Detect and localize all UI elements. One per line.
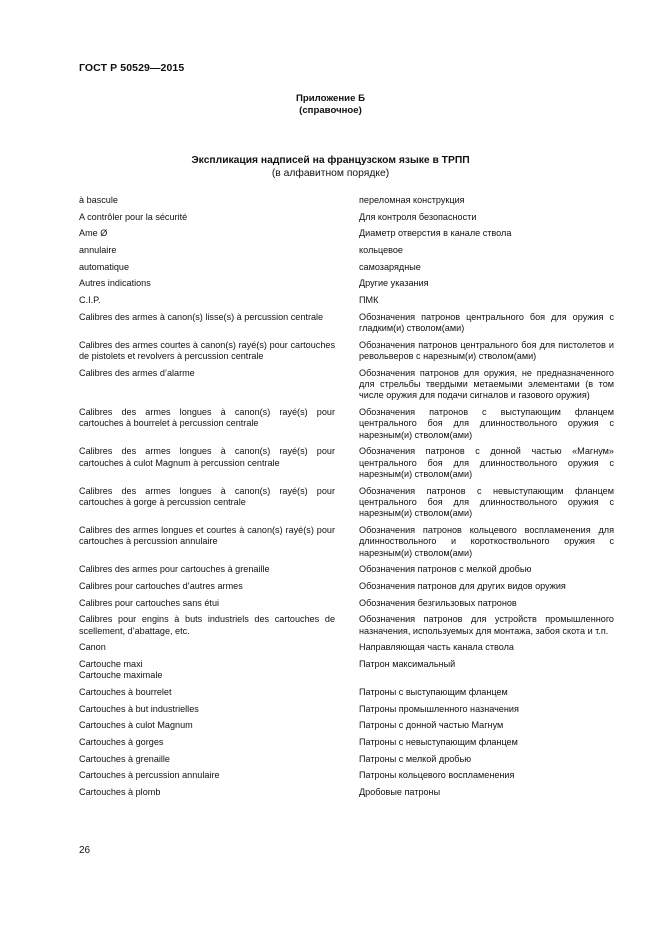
russian-translation — [359, 564, 614, 575]
russian-translation — [359, 614, 614, 637]
russian-translation — [359, 407, 614, 441]
glossary-row — [79, 659, 614, 682]
french-term — [79, 212, 335, 223]
french-term-text: Canon — [79, 642, 106, 653]
french-term-text: Cartouche maximale — [79, 670, 163, 681]
russian-translation-text: Для контроля безопасности — [359, 211, 477, 222]
french-term-text: automatique — [79, 261, 130, 272]
glossary-table — [79, 195, 614, 804]
russian-translation — [359, 228, 614, 239]
glossary-row — [79, 407, 614, 441]
glossary-row — [79, 295, 614, 306]
russian-translation-text: Направляющая часть канала ствола — [359, 642, 514, 653]
russian-translation-text: Обозначения патронов с донной частью «Магнум» центрального боя для длинноствольного оружия с нарезным(и) стволом(ами) — [359, 446, 614, 479]
russian-translation-text: Обозначения патронов для устройств промышленного назначения, используемых для монтажа, забоя скота и т.п. — [359, 614, 614, 636]
glossary-row — [79, 614, 614, 637]
french-term-text: à bascule — [79, 195, 118, 205]
french-term — [79, 687, 335, 698]
french-term — [79, 446, 335, 480]
russian-translation-text: кольцевое — [359, 245, 403, 256]
glossary-row — [79, 228, 614, 239]
russian-translation — [359, 704, 614, 715]
russian-translation — [359, 245, 614, 256]
french-term — [79, 262, 335, 273]
glossary-row — [79, 245, 614, 256]
french-term-text: annulaire — [79, 245, 117, 256]
french-term — [79, 659, 335, 682]
french-term — [79, 312, 335, 335]
glossary-row — [79, 212, 614, 223]
french-term — [79, 564, 335, 575]
french-term-text: Calibres des armes longues à canon(s) rayé(s) pour cartouches à bourrelet à percussion centrale — [79, 407, 335, 429]
glossary-row — [79, 262, 614, 273]
russian-translation-text: Обозначения патронов с мелкой дробью — [359, 564, 532, 575]
russian-translation-text: самозарядные — [359, 261, 421, 272]
french-term — [79, 704, 335, 715]
french-term — [79, 642, 335, 653]
glossary-row — [79, 737, 614, 748]
russian-translation — [359, 642, 614, 653]
russian-translation — [359, 770, 614, 781]
glossary-row — [79, 720, 614, 731]
french-term-text: Autres indications — [79, 278, 151, 289]
russian-translation — [359, 340, 614, 363]
glossary-row — [79, 704, 614, 715]
french-term-text: Calibres des armes à canon(s) lisse(s) à percussion centrale — [79, 311, 324, 322]
russian-translation — [359, 687, 614, 698]
french-term — [79, 340, 335, 363]
french-term — [79, 770, 335, 781]
russian-translation — [359, 737, 614, 748]
russian-translation — [359, 312, 614, 335]
russian-translation-text: переломная конструкция — [359, 195, 465, 205]
russian-translation — [359, 295, 614, 306]
glossary-row — [79, 278, 614, 289]
russian-translation — [359, 368, 614, 402]
appendix-type: (справочное) — [299, 105, 362, 116]
russian-translation — [359, 581, 614, 592]
french-term-text: Cartouches à plomb — [79, 787, 161, 798]
page-number: 26 — [79, 845, 91, 856]
russian-translation — [359, 754, 614, 765]
glossary-row — [79, 368, 614, 402]
russian-translation-text: Диаметр отверстия в канале ствола — [359, 228, 512, 239]
russian-translation — [359, 195, 614, 206]
french-term — [79, 720, 335, 731]
russian-translation-text: Другие указания — [359, 278, 429, 289]
french-term-text: Calibres des armes longues à canon(s) rayé(s) pour cartouches à culot Magnum à percussion centrale — [79, 446, 335, 468]
russian-translation-text: Патроны кольцевого воспламенения — [359, 770, 515, 781]
glossary-row — [79, 525, 614, 559]
russian-translation-text: Дробовые патроны — [359, 787, 441, 798]
russian-translation-text: Обозначения патронов с невыступающим фланцем центрального боя для длинноствольного оружия с нарезным(и) стволом(ами) — [359, 485, 614, 519]
russian-translation-text: Патроны с невыступающим фланцем — [359, 736, 518, 747]
glossary-row — [79, 340, 614, 363]
russian-translation — [359, 212, 614, 223]
french-term — [79, 407, 335, 441]
french-term — [79, 754, 335, 765]
french-term-text: Calibres des armes longues et courtes à canon(s) rayé(s) pour cartouches à percussion annulaire — [79, 524, 335, 547]
appendix-block — [0, 93, 661, 117]
french-term — [79, 787, 335, 798]
french-term — [79, 245, 335, 256]
french-term-text: Cartouches à bourrelet — [79, 686, 172, 697]
russian-translation-text: Обозначения патронов центрального боя для оружия с гладким(и) стволом(ами) — [359, 311, 614, 334]
french-term — [79, 581, 335, 592]
glossary-row — [79, 195, 614, 206]
russian-translation-text: Обозначения патронов кольцевого воспламенения для длинноствольного и короткоствольного оружия с нарезным(и) стволом(ами) — [359, 524, 614, 558]
french-term-text: A contrôler pour la sécurité — [79, 211, 188, 222]
russian-translation — [359, 262, 614, 273]
french-term-text: Cartouches à culot Magnum — [79, 720, 193, 731]
glossary-row — [79, 642, 614, 653]
french-term-text: Calibres pour cartouches d’autres armes — [79, 580, 243, 591]
french-term-text: Ame Ø — [79, 228, 108, 239]
russian-translation-text: Патроны промышленного назначения — [359, 703, 519, 714]
french-term-text: Calibres des armes courtes à canon(s) rayé(s) pour cartouches de pistolets et revolvers à percussion centrale — [79, 339, 335, 362]
french-term — [79, 368, 335, 402]
russian-translation — [359, 486, 614, 520]
french-term — [79, 295, 335, 306]
french-term-text: Cartouches à grenaille — [79, 753, 170, 764]
heading-subtitle: (в алфавитном порядке) — [271, 167, 390, 179]
russian-translation — [359, 278, 614, 289]
french-term — [79, 737, 335, 748]
french-term — [79, 195, 335, 206]
glossary-row — [79, 312, 614, 335]
french-term — [79, 486, 335, 520]
russian-translation-text: Обозначения патронов центрального боя для пистолетов и револьверов с нарезным(и) стволом(ами) — [359, 339, 614, 362]
french-term-text: Cartouches à gorges — [79, 736, 164, 747]
glossary-row — [79, 486, 614, 520]
french-term — [79, 598, 335, 609]
appendix-title: Приложение Б — [296, 93, 365, 104]
french-term — [79, 278, 335, 289]
russian-translation-text: Патрон максимальный — [359, 658, 456, 669]
russian-translation — [359, 598, 614, 609]
russian-translation — [359, 787, 614, 798]
glossary-row — [79, 581, 614, 592]
glossary-row — [79, 754, 614, 765]
french-term-text: Calibres des armes pour cartouches à grenaille — [79, 564, 270, 575]
russian-translation-text: Патроны с выступающим фланцем — [359, 686, 508, 697]
section-heading — [0, 155, 661, 180]
russian-translation — [359, 659, 614, 682]
russian-translation — [359, 446, 614, 480]
heading-title: Экспликация надписей на французском языке в ТРПП — [191, 155, 470, 166]
french-term-text: Calibres pour engins à buts industriels des cartouches de scellement, d’abattage, etc. — [79, 614, 335, 636]
russian-translation-text: Обозначения патронов для других видов оружия — [359, 580, 566, 591]
glossary-row — [79, 598, 614, 609]
glossary-row — [79, 564, 614, 575]
french-term — [79, 525, 335, 559]
glossary-row — [79, 770, 614, 781]
standard-header: ГОСТ Р 50529—2015 — [79, 62, 185, 74]
french-term-text: Cartouche maxi — [79, 658, 143, 669]
french-term-text: Calibres des armes longues à canon(s) rayé(s) pour cartouches à gorge à percussion centrale — [79, 485, 335, 507]
glossary-row — [79, 787, 614, 798]
russian-translation-text: ПМК — [359, 295, 379, 306]
french-term-text: Calibres pour cartouches sans étui — [79, 597, 220, 608]
russian-translation-text: Обозначения безгильзовых патронов — [359, 597, 517, 608]
russian-translation — [359, 720, 614, 731]
french-term-text: C.I.P. — [79, 295, 101, 306]
french-term-text: Cartouches à percussion annulaire — [79, 770, 220, 781]
french-term — [79, 614, 335, 637]
french-term-text: Calibres des armes d’alarme — [79, 367, 195, 378]
russian-translation-text: Обозначения патронов с выступающим фланцем центрального боя для длинноствольного оружия с нарезным(и) стволом(ами) — [359, 407, 614, 440]
glossary-row — [79, 446, 614, 480]
french-term-text: Cartouches à but industrielles — [79, 703, 199, 714]
russian-translation-text: Патроны с донной частью Магнум — [359, 720, 504, 731]
russian-translation — [359, 525, 614, 559]
french-term — [79, 228, 335, 239]
glossary-row — [79, 687, 614, 698]
russian-translation-text: Обозначения патронов для оружия, не предназначенного для стрельбы твердыми метаемыми элементами (в том числе оружия для подачи сигналов и газового оружия) — [359, 367, 614, 401]
russian-translation-text: Патроны с мелкой дробью — [359, 753, 472, 764]
